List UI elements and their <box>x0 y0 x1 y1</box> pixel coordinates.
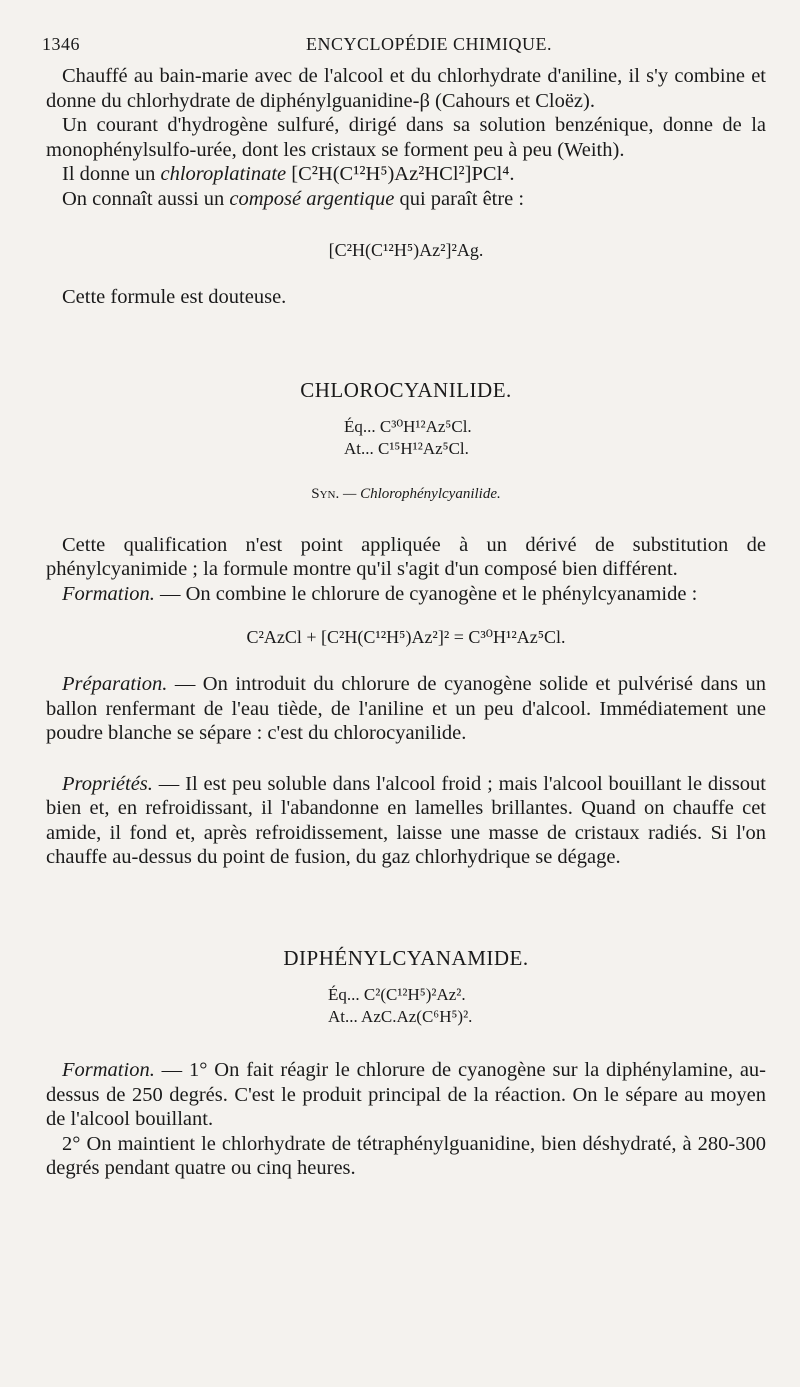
formula-chloroplatinate: [C²H(C¹²H⁵)Az²HCl²]PCl⁴. <box>291 163 515 185</box>
page-number: 1346 <box>42 34 80 54</box>
term-compose-argentique: composé argentique <box>229 187 395 210</box>
label-preparation: Préparation. <box>62 673 168 695</box>
term-chloroplatinate: chloroplatinate <box>160 163 287 185</box>
formula-block-diphenylcyanamide <box>328 984 766 1028</box>
label-proprietes: Propriétés. <box>62 772 153 795</box>
note-formula-doubtful: Cette formule est douteuse. <box>62 286 287 308</box>
paragraph-preparation: Préparation. — On introduit du chlorure de cyanogène solide et pulvérisé dans un ballon renfermant de l'eau tiède, de l'aniline et un peu d'alcool. Immédiatement une poudre blanche se sépare : c'est du chlorocyanilide. <box>46 673 766 744</box>
paragraph-formation: Formation. — On combine le chlorure de cyanogène et le phénylcyanamide : <box>62 582 698 605</box>
paragraph-chloroplatinate: Il donne un chloroplatinate [C²H(C¹²H⁵)Az²HCl²]PCl⁴. <box>62 163 515 185</box>
paragraph-tetraphenylguanidine: 2° On maintient le chlorhydrate de tétraphénylguanidine, bien déshydraté, à 280-300 degrés pendant quatre ou cinq heures. <box>46 1132 766 1179</box>
heading-diphenylcyanamide: DIPHÉNYLCYANAMIDE. <box>283 945 529 970</box>
eq-formula: Éq... C²(C¹²H⁵)²Az². <box>328 985 466 1004</box>
formula-block-chlorocyanilide <box>344 416 766 460</box>
paragraph-proprietes: Propriétés. — Il est peu soluble dans l'alcool froid ; mais l'alcool bouillant le dissout bien et, en refroidissant, il l'abandonne en lamelles brillantes. Quand on chauffe cet amide, il fond et, après refroidissement, laisse une masse de cristaux radiés. Si l'on chauffe au-dessus du point de fusion, du gaz chlorhydrique se dégage. <box>46 772 766 868</box>
reaction-equation: C²AzCl + [C²H(C¹²H⁵)Az²]² = C³⁰H¹²Az⁵Cl. <box>246 627 566 647</box>
running-header <box>42 34 766 64</box>
at-formula: At... AzC.Az(C⁶H⁵)². <box>328 1007 473 1026</box>
running-title: ENCYCLOPÉDIE CHIMIQUE. <box>306 34 552 54</box>
label-formation: Formation. <box>62 582 155 605</box>
paragraph-formation-2: Formation. — 1° On fait réagir le chlorure de cyanogène sur la diphénylamine, au-dessus de 250 degrés. C'est le produit principal de la réaction. On le sépare au moyen de l'alcool bouillant. <box>46 1059 766 1130</box>
paragraph-hydrogen-sulfide: Un courant d'hydrogène sulfuré, dirigé dans sa solution benzénique, donne de la monophénylsulfo-urée, dont les cristaux se forment peu à peu (Weith). <box>46 114 766 161</box>
heading-chlorocyanilide: CHLOROCYANILIDE. <box>300 377 512 402</box>
formula-argentique: [C²H(C¹²H⁵)Az²]²Ag. <box>328 240 484 260</box>
synonym-line: Syn. — Chlorophénylcyanilide. <box>311 486 501 502</box>
paragraph-aniline-reaction: Chauffé au bain-marie avec de l'alcool et du chlorhydrate d'aniline, il s'y combine et donne du chlorhydrate de diphénylguanidine-β (Cahours et Cloëz). <box>46 65 766 112</box>
paragraph-argentique: On connaît aussi un composé argentique qui paraît être : <box>62 187 525 210</box>
label-formation: Formation. <box>62 1059 155 1081</box>
document-page <box>42 34 766 1181</box>
eq-formula: Éq... C³⁰H¹²Az⁵Cl. <box>344 417 472 436</box>
paragraph-qualification: Cette qualification n'est point appliquée à un dérivé de substitution de phénylcyanimide ; la formule montre qu'il s'agit d'un composé bien différent. <box>46 533 766 580</box>
at-formula: At... C¹⁵H¹²Az⁵Cl. <box>344 439 469 458</box>
